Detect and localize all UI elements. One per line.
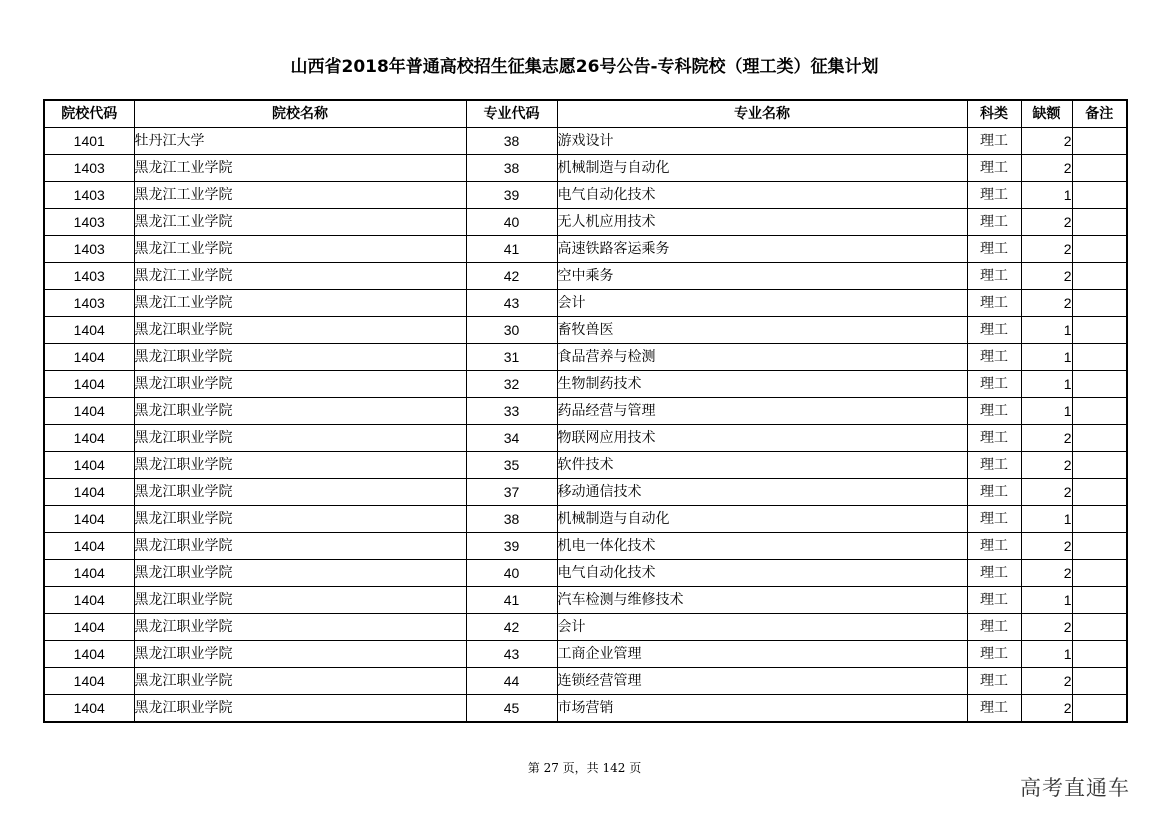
cell-category: 理工 <box>967 155 1021 182</box>
cell-major-code: 43 <box>466 641 557 668</box>
cell-quota: 2 <box>1021 560 1072 587</box>
cell-quota: 2 <box>1021 614 1072 641</box>
cell-major-code: 41 <box>466 587 557 614</box>
cell-category: 理工 <box>967 182 1021 209</box>
cell-note <box>1072 452 1127 479</box>
header-major-code: 专业代码 <box>466 100 557 128</box>
cell-school-code: 1403 <box>44 290 134 317</box>
cell-category: 理工 <box>967 209 1021 236</box>
cell-note <box>1072 695 1127 723</box>
cell-school-name: 黑龙江职业学院 <box>134 668 466 695</box>
cell-quota: 2 <box>1021 533 1072 560</box>
cell-major-code: 38 <box>466 506 557 533</box>
cell-school-code: 1404 <box>44 614 134 641</box>
cell-major-name: 会计 <box>557 614 967 641</box>
cell-school-name: 黑龙江职业学院 <box>134 695 466 723</box>
cell-category: 理工 <box>967 290 1021 317</box>
cell-category: 理工 <box>967 344 1021 371</box>
cell-category: 理工 <box>967 452 1021 479</box>
cell-quota: 1 <box>1021 371 1072 398</box>
table-row <box>44 209 1127 236</box>
cell-major-name: 无人机应用技术 <box>557 209 967 236</box>
cell-major-code: 42 <box>466 263 557 290</box>
cell-major-name: 连锁经营管理 <box>557 668 967 695</box>
table-row <box>44 236 1127 263</box>
table-row <box>44 371 1127 398</box>
cell-category: 理工 <box>967 479 1021 506</box>
cell-major-code: 38 <box>466 155 557 182</box>
cell-major-code: 40 <box>466 560 557 587</box>
table-row <box>44 263 1127 290</box>
cell-note <box>1072 182 1127 209</box>
cell-school-code: 1403 <box>44 263 134 290</box>
cell-school-name: 黑龙江职业学院 <box>134 398 466 425</box>
cell-quota: 2 <box>1021 155 1072 182</box>
cell-note <box>1072 560 1127 587</box>
cell-school-code: 1404 <box>44 452 134 479</box>
table-row <box>44 533 1127 560</box>
cell-major-code: 32 <box>466 371 557 398</box>
header-major-name: 专业名称 <box>557 100 967 128</box>
table-row <box>44 344 1127 371</box>
cell-school-name: 黑龙江工业学院 <box>134 236 466 263</box>
cell-school-code: 1403 <box>44 209 134 236</box>
cell-major-code: 39 <box>466 182 557 209</box>
cell-quota: 2 <box>1021 290 1072 317</box>
cell-major-name: 机械制造与自动化 <box>557 506 967 533</box>
cell-school-name: 牡丹江大学 <box>134 128 466 155</box>
cell-school-name: 黑龙江职业学院 <box>134 344 466 371</box>
cell-note <box>1072 236 1127 263</box>
cell-note <box>1072 641 1127 668</box>
cell-major-name: 食品营养与检测 <box>557 344 967 371</box>
cell-quota: 1 <box>1021 641 1072 668</box>
cell-school-name: 黑龙江职业学院 <box>134 560 466 587</box>
cell-category: 理工 <box>967 371 1021 398</box>
cell-note <box>1072 344 1127 371</box>
cell-school-code: 1403 <box>44 155 134 182</box>
cell-school-name: 黑龙江职业学院 <box>134 641 466 668</box>
cell-quota: 1 <box>1021 344 1072 371</box>
cell-school-code: 1403 <box>44 236 134 263</box>
cell-category: 理工 <box>967 695 1021 723</box>
cell-school-name: 黑龙江职业学院 <box>134 506 466 533</box>
header-row <box>44 100 1127 128</box>
enrollment-plan-table <box>43 99 1128 723</box>
cell-category: 理工 <box>967 128 1021 155</box>
cell-note <box>1072 668 1127 695</box>
cell-major-code: 33 <box>466 398 557 425</box>
cell-major-name: 药品经营与管理 <box>557 398 967 425</box>
cell-school-name: 黑龙江职业学院 <box>134 479 466 506</box>
cell-category: 理工 <box>967 398 1021 425</box>
cell-major-name: 会计 <box>557 290 967 317</box>
cell-quota: 1 <box>1021 506 1072 533</box>
cell-school-code: 1403 <box>44 182 134 209</box>
cell-category: 理工 <box>967 587 1021 614</box>
cell-school-name: 黑龙江工业学院 <box>134 290 466 317</box>
table-row <box>44 128 1127 155</box>
cell-major-code: 35 <box>466 452 557 479</box>
cell-quota: 1 <box>1021 182 1072 209</box>
cell-note <box>1072 398 1127 425</box>
cell-major-name: 物联网应用技术 <box>557 425 967 452</box>
watermark-logo-text: 高考直通车 <box>1020 776 1130 800</box>
cell-quota: 2 <box>1021 209 1072 236</box>
cell-quota: 2 <box>1021 425 1072 452</box>
header-school-code: 院校代码 <box>44 100 134 128</box>
page-footer: 第 27 页，共 142 页 <box>527 761 642 775</box>
cell-school-name: 黑龙江职业学院 <box>134 533 466 560</box>
header-school-name: 院校名称 <box>134 100 466 128</box>
header-quota: 缺额 <box>1021 100 1072 128</box>
cell-school-name: 黑龙江职业学院 <box>134 371 466 398</box>
cell-quota: 2 <box>1021 236 1072 263</box>
cell-major-code: 37 <box>466 479 557 506</box>
cell-quota: 2 <box>1021 452 1072 479</box>
cell-note <box>1072 533 1127 560</box>
cell-note <box>1072 209 1127 236</box>
header-category: 科类 <box>967 100 1021 128</box>
cell-note <box>1072 479 1127 506</box>
cell-school-code: 1401 <box>44 128 134 155</box>
cell-major-name: 畜牧兽医 <box>557 317 967 344</box>
cell-school-code: 1404 <box>44 344 134 371</box>
cell-category: 理工 <box>967 560 1021 587</box>
cell-school-code: 1404 <box>44 668 134 695</box>
cell-school-code: 1404 <box>44 506 134 533</box>
cell-quota: 1 <box>1021 587 1072 614</box>
cell-category: 理工 <box>967 668 1021 695</box>
cell-note <box>1072 371 1127 398</box>
cell-major-name: 电气自动化技术 <box>557 560 967 587</box>
cell-school-name: 黑龙江工业学院 <box>134 263 466 290</box>
cell-major-name: 电气自动化技术 <box>557 182 967 209</box>
table-row <box>44 317 1127 344</box>
cell-school-name: 黑龙江职业学院 <box>134 614 466 641</box>
cell-major-name: 软件技术 <box>557 452 967 479</box>
cell-major-name: 工商企业管理 <box>557 641 967 668</box>
table-row <box>44 614 1127 641</box>
cell-major-name: 游戏设计 <box>557 128 967 155</box>
table-row <box>44 479 1127 506</box>
header-note: 备注 <box>1072 100 1127 128</box>
cell-school-code: 1404 <box>44 317 134 344</box>
cell-school-name: 黑龙江职业学院 <box>134 452 466 479</box>
cell-category: 理工 <box>967 236 1021 263</box>
table-row <box>44 587 1127 614</box>
cell-major-name: 机电一体化技术 <box>557 533 967 560</box>
document-title: 山西省2018年普通高校招生征集志愿26号公告-专科院校（理工类）征集计划 <box>290 57 879 77</box>
cell-category: 理工 <box>967 263 1021 290</box>
table-row <box>44 560 1127 587</box>
cell-quota: 2 <box>1021 479 1072 506</box>
cell-major-code: 42 <box>466 614 557 641</box>
cell-school-name: 黑龙江职业学院 <box>134 317 466 344</box>
cell-school-code: 1404 <box>44 560 134 587</box>
cell-school-code: 1404 <box>44 425 134 452</box>
cell-major-code: 40 <box>466 209 557 236</box>
cell-major-code: 34 <box>466 425 557 452</box>
cell-school-code: 1404 <box>44 587 134 614</box>
table-row <box>44 452 1127 479</box>
cell-major-code: 43 <box>466 290 557 317</box>
table-body <box>44 128 1127 723</box>
cell-quota: 1 <box>1021 398 1072 425</box>
cell-school-name: 黑龙江工业学院 <box>134 155 466 182</box>
cell-quota: 1 <box>1021 317 1072 344</box>
cell-school-name: 黑龙江工业学院 <box>134 209 466 236</box>
table-row <box>44 425 1127 452</box>
cell-note <box>1072 614 1127 641</box>
cell-category: 理工 <box>967 425 1021 452</box>
table-row <box>44 155 1127 182</box>
cell-school-code: 1404 <box>44 479 134 506</box>
cell-note <box>1072 155 1127 182</box>
cell-note <box>1072 128 1127 155</box>
cell-school-code: 1404 <box>44 695 134 723</box>
cell-school-code: 1404 <box>44 533 134 560</box>
table-row <box>44 695 1127 723</box>
cell-quota: 2 <box>1021 695 1072 723</box>
cell-major-name: 汽车检测与维修技术 <box>557 587 967 614</box>
cell-major-code: 31 <box>466 344 557 371</box>
cell-major-code: 45 <box>466 695 557 723</box>
cell-school-name: 黑龙江工业学院 <box>134 182 466 209</box>
cell-major-name: 高速铁路客运乘务 <box>557 236 967 263</box>
cell-major-name: 移动通信技术 <box>557 479 967 506</box>
cell-school-code: 1404 <box>44 641 134 668</box>
cell-category: 理工 <box>967 641 1021 668</box>
cell-major-code: 39 <box>466 533 557 560</box>
cell-note <box>1072 263 1127 290</box>
cell-note <box>1072 587 1127 614</box>
cell-major-code: 41 <box>466 236 557 263</box>
cell-quota: 2 <box>1021 668 1072 695</box>
cell-school-name: 黑龙江职业学院 <box>134 587 466 614</box>
cell-note <box>1072 317 1127 344</box>
cell-category: 理工 <box>967 317 1021 344</box>
cell-school-code: 1404 <box>44 398 134 425</box>
table-row <box>44 668 1127 695</box>
cell-note <box>1072 290 1127 317</box>
cell-major-name: 生物制药技术 <box>557 371 967 398</box>
cell-quota: 2 <box>1021 128 1072 155</box>
cell-school-code: 1404 <box>44 371 134 398</box>
cell-category: 理工 <box>967 614 1021 641</box>
table-row <box>44 290 1127 317</box>
cell-major-code: 38 <box>466 128 557 155</box>
cell-major-code: 30 <box>466 317 557 344</box>
table-row <box>44 506 1127 533</box>
cell-major-name: 机械制造与自动化 <box>557 155 967 182</box>
cell-major-code: 44 <box>466 668 557 695</box>
cell-school-name: 黑龙江职业学院 <box>134 425 466 452</box>
cell-category: 理工 <box>967 533 1021 560</box>
cell-major-name: 空中乘务 <box>557 263 967 290</box>
cell-note <box>1072 506 1127 533</box>
cell-category: 理工 <box>967 506 1021 533</box>
cell-note <box>1072 425 1127 452</box>
cell-quota: 2 <box>1021 263 1072 290</box>
table-row <box>44 182 1127 209</box>
cell-major-name: 市场营销 <box>557 695 967 723</box>
table-row <box>44 641 1127 668</box>
table-header <box>44 100 1127 128</box>
table-row <box>44 398 1127 425</box>
